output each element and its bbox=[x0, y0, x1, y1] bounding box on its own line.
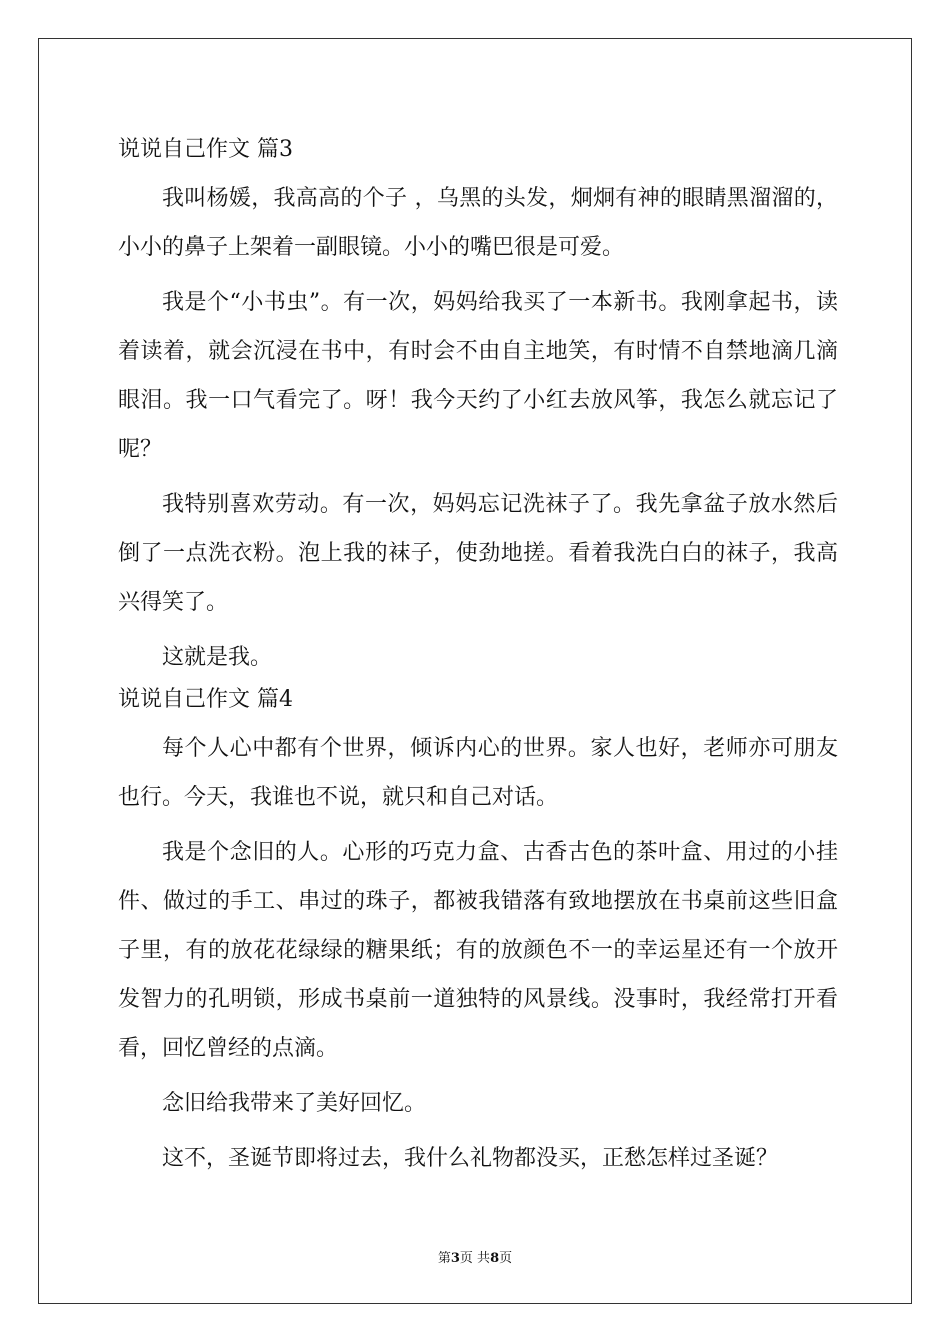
paragraph: 念旧给我带来了美好回忆。 bbox=[162, 1091, 427, 1116]
paragraph: 我叫杨媛，我高高的个子 ，乌黑的头发，炯炯有神的眼睛黑溜溜的，小小的鼻子上架着一副眼镜。小小的嘴巴很是可爱。 bbox=[118, 186, 838, 260]
paragraph: 每个人心中都有个世界，倾诉内心的世界。家人也好，老师亦可朋友也行。今天，我谁也不说，就只和自己对话。 bbox=[118, 736, 838, 810]
paragraph: 这就是我。 bbox=[162, 645, 273, 670]
document-body bbox=[118, 132, 838, 1183]
section-title-3: 说说自己作文 篇3 bbox=[118, 137, 293, 162]
total-pages-number: 8 bbox=[490, 1251, 500, 1266]
section-title-4: 说说自己作文 篇4 bbox=[118, 687, 293, 712]
paragraph: 我特别喜欢劳动。有一次，妈妈忘记洗袜子了。我先拿盆子放水然后倒了一点洗衣粉。泡上我的袜子，使劲地搓。看着我洗白白的袜子，我高兴得笑了。 bbox=[118, 492, 838, 615]
paragraph: 我是个“小书虫”。有一次，妈妈给我买了一本新书。我刚拿起书，读着读着，就会沉浸在书中，有时会不由自主地笑，有时情不自禁地滴几滴眼泪。我一口气看完了。呀！我今天约了小红去放风筝，我怎么就忘记了呢？ bbox=[118, 290, 838, 462]
page-suffix: 页 bbox=[499, 1251, 513, 1266]
page-prefix: 第 bbox=[437, 1251, 451, 1266]
page-mid: 页 共 bbox=[459, 1251, 491, 1266]
page-footer bbox=[0, 1247, 950, 1266]
paragraph: 我是个念旧的人。心形的巧克力盒、古香古色的茶叶盒、用过的小挂件、做过的手工、串过的珠子，都被我错落有致地摆放在书桌前这些旧盒子里，有的放花花绿绿的糖果纸；有的放颜色不一的幸运星还有一个放开发智力的孔明锁，形成书桌前一道独特的风景线。没事时，我经常打开看看，回忆曾经的点滴。 bbox=[118, 840, 838, 1061]
current-page-number: 3 bbox=[450, 1251, 460, 1266]
paragraph: 这不，圣诞节即将过去，我什么礼物都没买，正愁怎样过圣诞？ bbox=[162, 1146, 779, 1171]
